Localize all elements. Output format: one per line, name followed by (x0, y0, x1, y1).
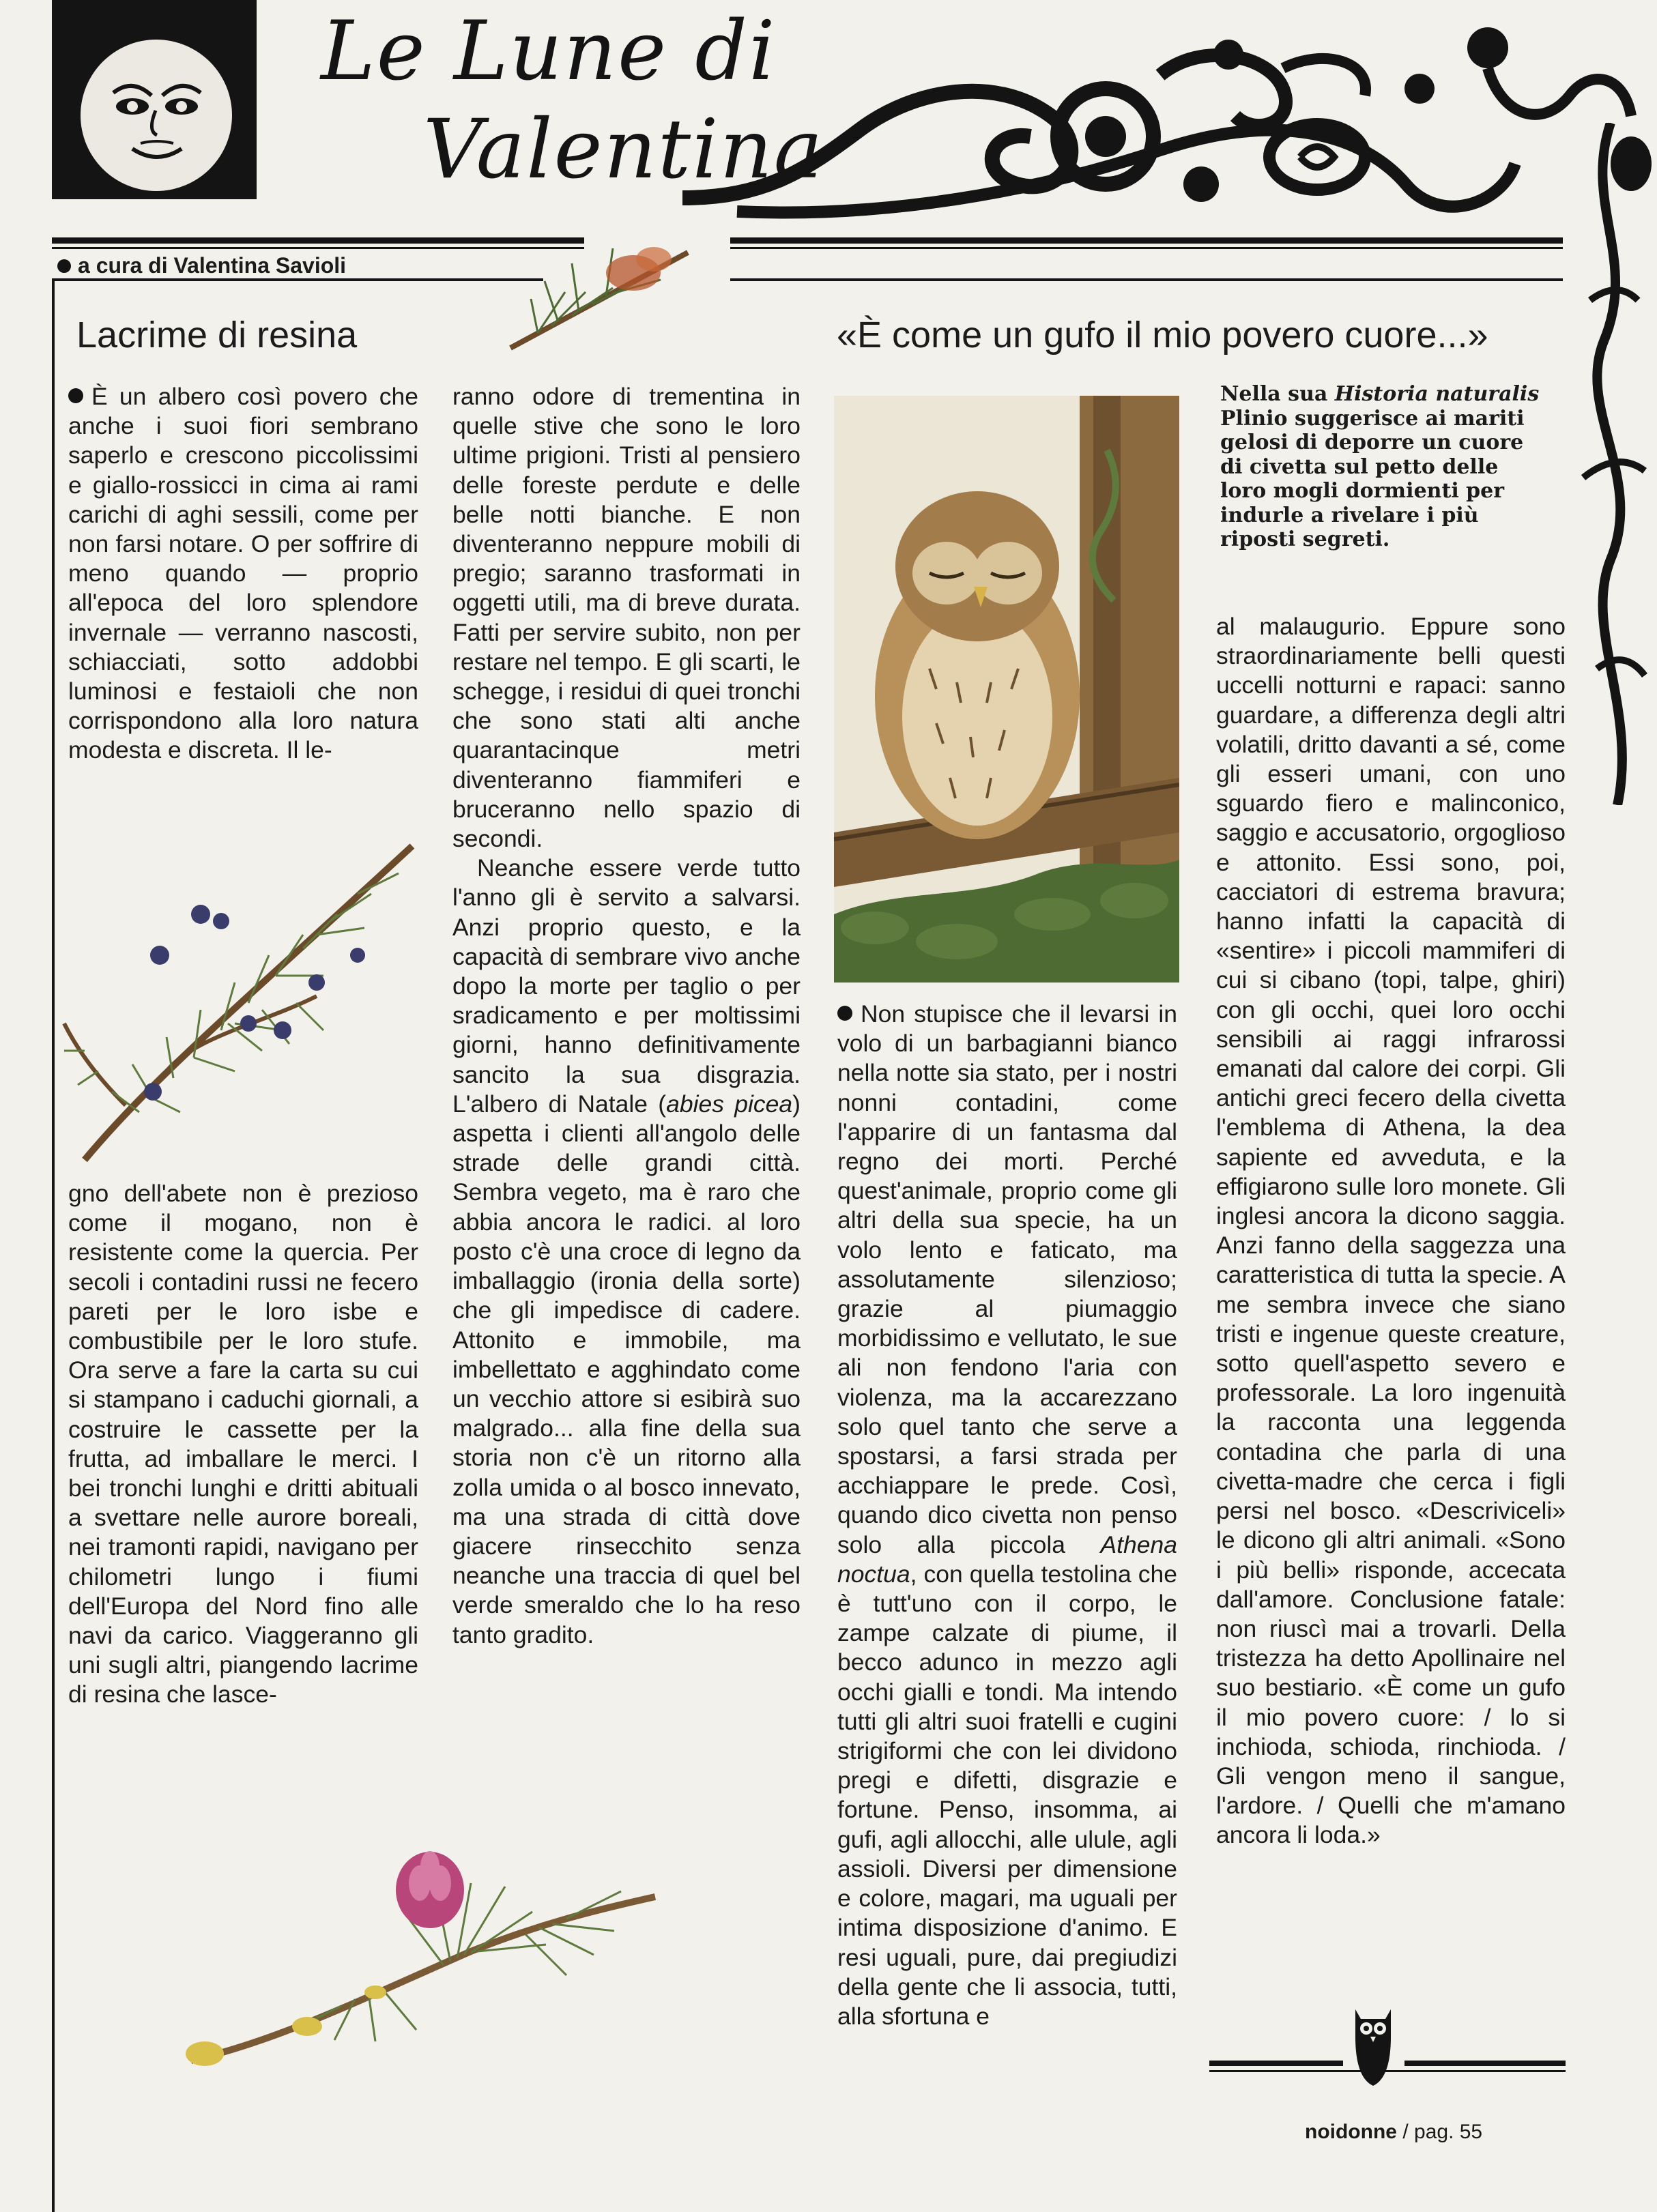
right-article-column-2 (1216, 612, 1566, 1850)
paragraph (68, 382, 418, 766)
side-vine-ornament-icon (1570, 123, 1657, 805)
latin-name: Athena noctua (837, 1530, 1177, 1588)
paragraph-text: ) aspetta i clienti all'angolo delle strade delle grandi città. Sembra vegeto, ma è raro che abbia ancora le radici. al loro posto c'è una croce di legno da imballaggio (ironia della sorte) che gli impedisce di cadere. Attonito e immobile, ma imbellettato e agghindato come un vecchio attore si esibirà suo malgrado... alla fine della sua storia non c'è un ritorno alla zolla umida o al bosco innevato, ma una strada di città dove giacere rinsecchito senza neanche una traccia di quel bel verde smeraldo che lo ha reso tanto gradito. (452, 1090, 801, 1648)
latin-name: abies picea (666, 1090, 793, 1118)
paragraph: al malaugurio. Eppure sono straordinariamente belli questi uccelli notturni e rapaci: sanno guardare, a differenza degli altri volatili, dritto davanti a sé, come gli esseri umani, con uno sguardo fiero e malinconico, saggio e accusatorio, orgoglioso e attonito. Essi sono, poi, cacciatori di estrema bravura; hanno infatti la capacità di «sentire» i piccoli mammiferi di cui si cibano (topi, talpe, ghiri) con gli occhi, quei loro occhi sensibili ai raggi infrarossi emanati dal calore dei corpi. Gli antichi greci fecero della civetta l'emblema di Athena, la dea sapiente ed avveduta, e la effigiarono sulle loro monete. Gli inglesi ancora la dicono saggia. Anzi fanno della saggezza una caratteristica di tutta la specie. A me sembra invece che siano tristi e ingenue queste creature, sotto quell'aspetto severo e professorale. La loro ingenuità la racconta una leggenda contadina che parla di una civetta-madre che cerca i figli persi nel bosco. «Descriviceli» le dicono gli altri animali. «Sono i più belli» risponde, accecata dall'amore. Conclusione fatale: non riuscì mai a trovarli. Della tristezza ha detto Apollinaire nel suo bestiario. «È come un gufo il mio povero cuore: / lo si inchioda, schioda, rinchioda. / Gli vengon meno il sangue, l'ardore. / Quelli che m'amano ancora li loda.» (1216, 613, 1566, 1849)
magazine-name: noidonne (1305, 2121, 1397, 2143)
header-rule (730, 237, 1563, 244)
paragraph (837, 1000, 1177, 2031)
footer-separator: / (1402, 2121, 1409, 2143)
book-title: Historia naturalis (1334, 382, 1540, 406)
credit-underline (52, 278, 543, 281)
pine-twig-illustration-icon (497, 225, 702, 375)
column-title-second-line: Valentina (423, 102, 824, 197)
owl-illustration-icon (834, 396, 1179, 983)
left-article-column-1 (68, 382, 418, 766)
bullet-icon (57, 259, 71, 273)
right-article-column-1 (837, 1000, 1177, 2031)
bullet-icon (68, 388, 83, 403)
paragraph (452, 854, 801, 1649)
paragraph: gno dell'abete non è prezioso come il mogano, non è resistente come la quercia. Per secoli i contadini russi ne fecero pareti per le loro isbe e combustibile per le loro stufe. Ora serve a fare la carta su cui si stampano i caduchi giornali, a costruire le cassette per la frutta, ad imballare le merci. I bei tronchi lunghi e dritti abituali a svettare nelle aurore boreali, nei tramonti rapidi, navigano per chilometri lungo i fiumi dell'Europa del Nord fino alle navi da carico. Viaggeranno gli uni sugli altri, piangendo lacrime di resina che lasce- (68, 1180, 418, 1708)
right-article-headline: «È come un gufo il mio povero cuore...» (837, 315, 1488, 355)
intro-text: Plinio suggerisce ai mariti gelosi di deporre un cuore di civetta sul petto delle loro mogli dormienti per indurle a rivelare i più riposti segreti. (1220, 406, 1525, 551)
bullet-icon (837, 1006, 852, 1021)
owl-emblem-icon (1342, 2003, 1404, 2091)
larch-branch-illustration-icon (184, 1774, 662, 2088)
section-rule (730, 278, 1563, 281)
page-footer (1305, 2121, 1482, 2144)
paragraph: ranno odore di trementina in quelle stive che sono le loro ultime prigioni. Tristi al pensiero delle foreste perdute e delle belle notti bianche. E non diventeranno neppure mobili di pregio; saranno trasformati in oggetti utili, ma di breve durata. Fatti per servire subito, non per restare nel tempo. E gli scarti, le schegge, i residui di quei tronchi che sono stati alti anche quarantacinque metri diventeranno fiammiferi e bruceranno nello spazio di secondi. (452, 383, 801, 853)
paragraph-text: Non stupisce che il levarsi in volo di un barbagianni bianco nella notte sia stato, per i nostri nonni contadini, come l'apparire di un fantasma dal regno dei morti. Perché quest'animale, proprio come gli altri della sua specie, ha un volo lento e faticato, ma assolutamente silenzioso; grazie al piumaggio morbidissimo e vellutato, le sue ali non fendono l'aria con violenza, ma la accarezzano solo quel tanto che serve a spostarsi, a farsi strada per acchiappare le prede. Così, quando dico civetta non penso solo alla piccola (837, 1000, 1177, 1558)
paragraph-text: È un albero così povero che anche i suoi fiori sembrano saperlo e crescono piccolissimi e giallo-rossicci in cima ai rami carichi di aghi sessili, come per non farsi notare. O per soffrire di meno quando — proprio all'epoca del loro splendore invernale — verranno nascosti, schiacciati, sotto addobbi luminosi e festaioli che non corrispondono alla loro natura modesta e discreta. Il le- (68, 383, 418, 764)
paragraph-text: Neanche essere verde tutto l'anno gli è servito a salvarsi. Anzi proprio questo, e la capacità di sembrare vivo anche dopo la morte per taglio o per sradicamento e per moltissimi giorni, hanno definitivamente sancito la sua disgrazia. L'albero di Natale ( (452, 854, 801, 1118)
juniper-branch-illustration-icon (57, 819, 440, 1174)
footer-rule (1209, 2061, 1343, 2066)
left-article-column-1-continued (68, 1179, 418, 1710)
header-rule-thin (730, 247, 1563, 249)
art-nouveau-ornament-icon (682, 27, 1638, 232)
left-article-column-2 (452, 382, 801, 1650)
column-title: Le Lune di (321, 4, 777, 99)
author-credit (57, 253, 346, 278)
credit-text: a cura di Valentina Savioli (78, 253, 347, 278)
page-number: pag. 55 (1414, 2121, 1483, 2143)
article-intro (1220, 382, 1541, 552)
left-article-headline: Lacrime di resina (76, 315, 358, 355)
paragraph-text: , con quella testolina che è tutt'uno con il corpo, le zampe calzate di piume, il becco adunco in mezzo agli occhi gialli e tondi. Ma intendo tutti gli altri suoi fratelli e cugini strigiformi che con lei dividono pregi e difetti, disgrazie e fortune. Penso, insomma, ai gufi, agli allocchi, alle ulule, agli assioli. Diversi per dimensione e colore, magari, ma uguali per intima disposizione d'animo. E resi uguali, pure, dai pregiudizi della gente che li associa, tutti, alla sfortuna e (837, 1560, 1177, 2030)
intro-text: Nella sua (1220, 382, 1335, 406)
moon-face-icon (81, 40, 232, 191)
margin-line (52, 281, 55, 2212)
footer-rule (1404, 2061, 1566, 2066)
